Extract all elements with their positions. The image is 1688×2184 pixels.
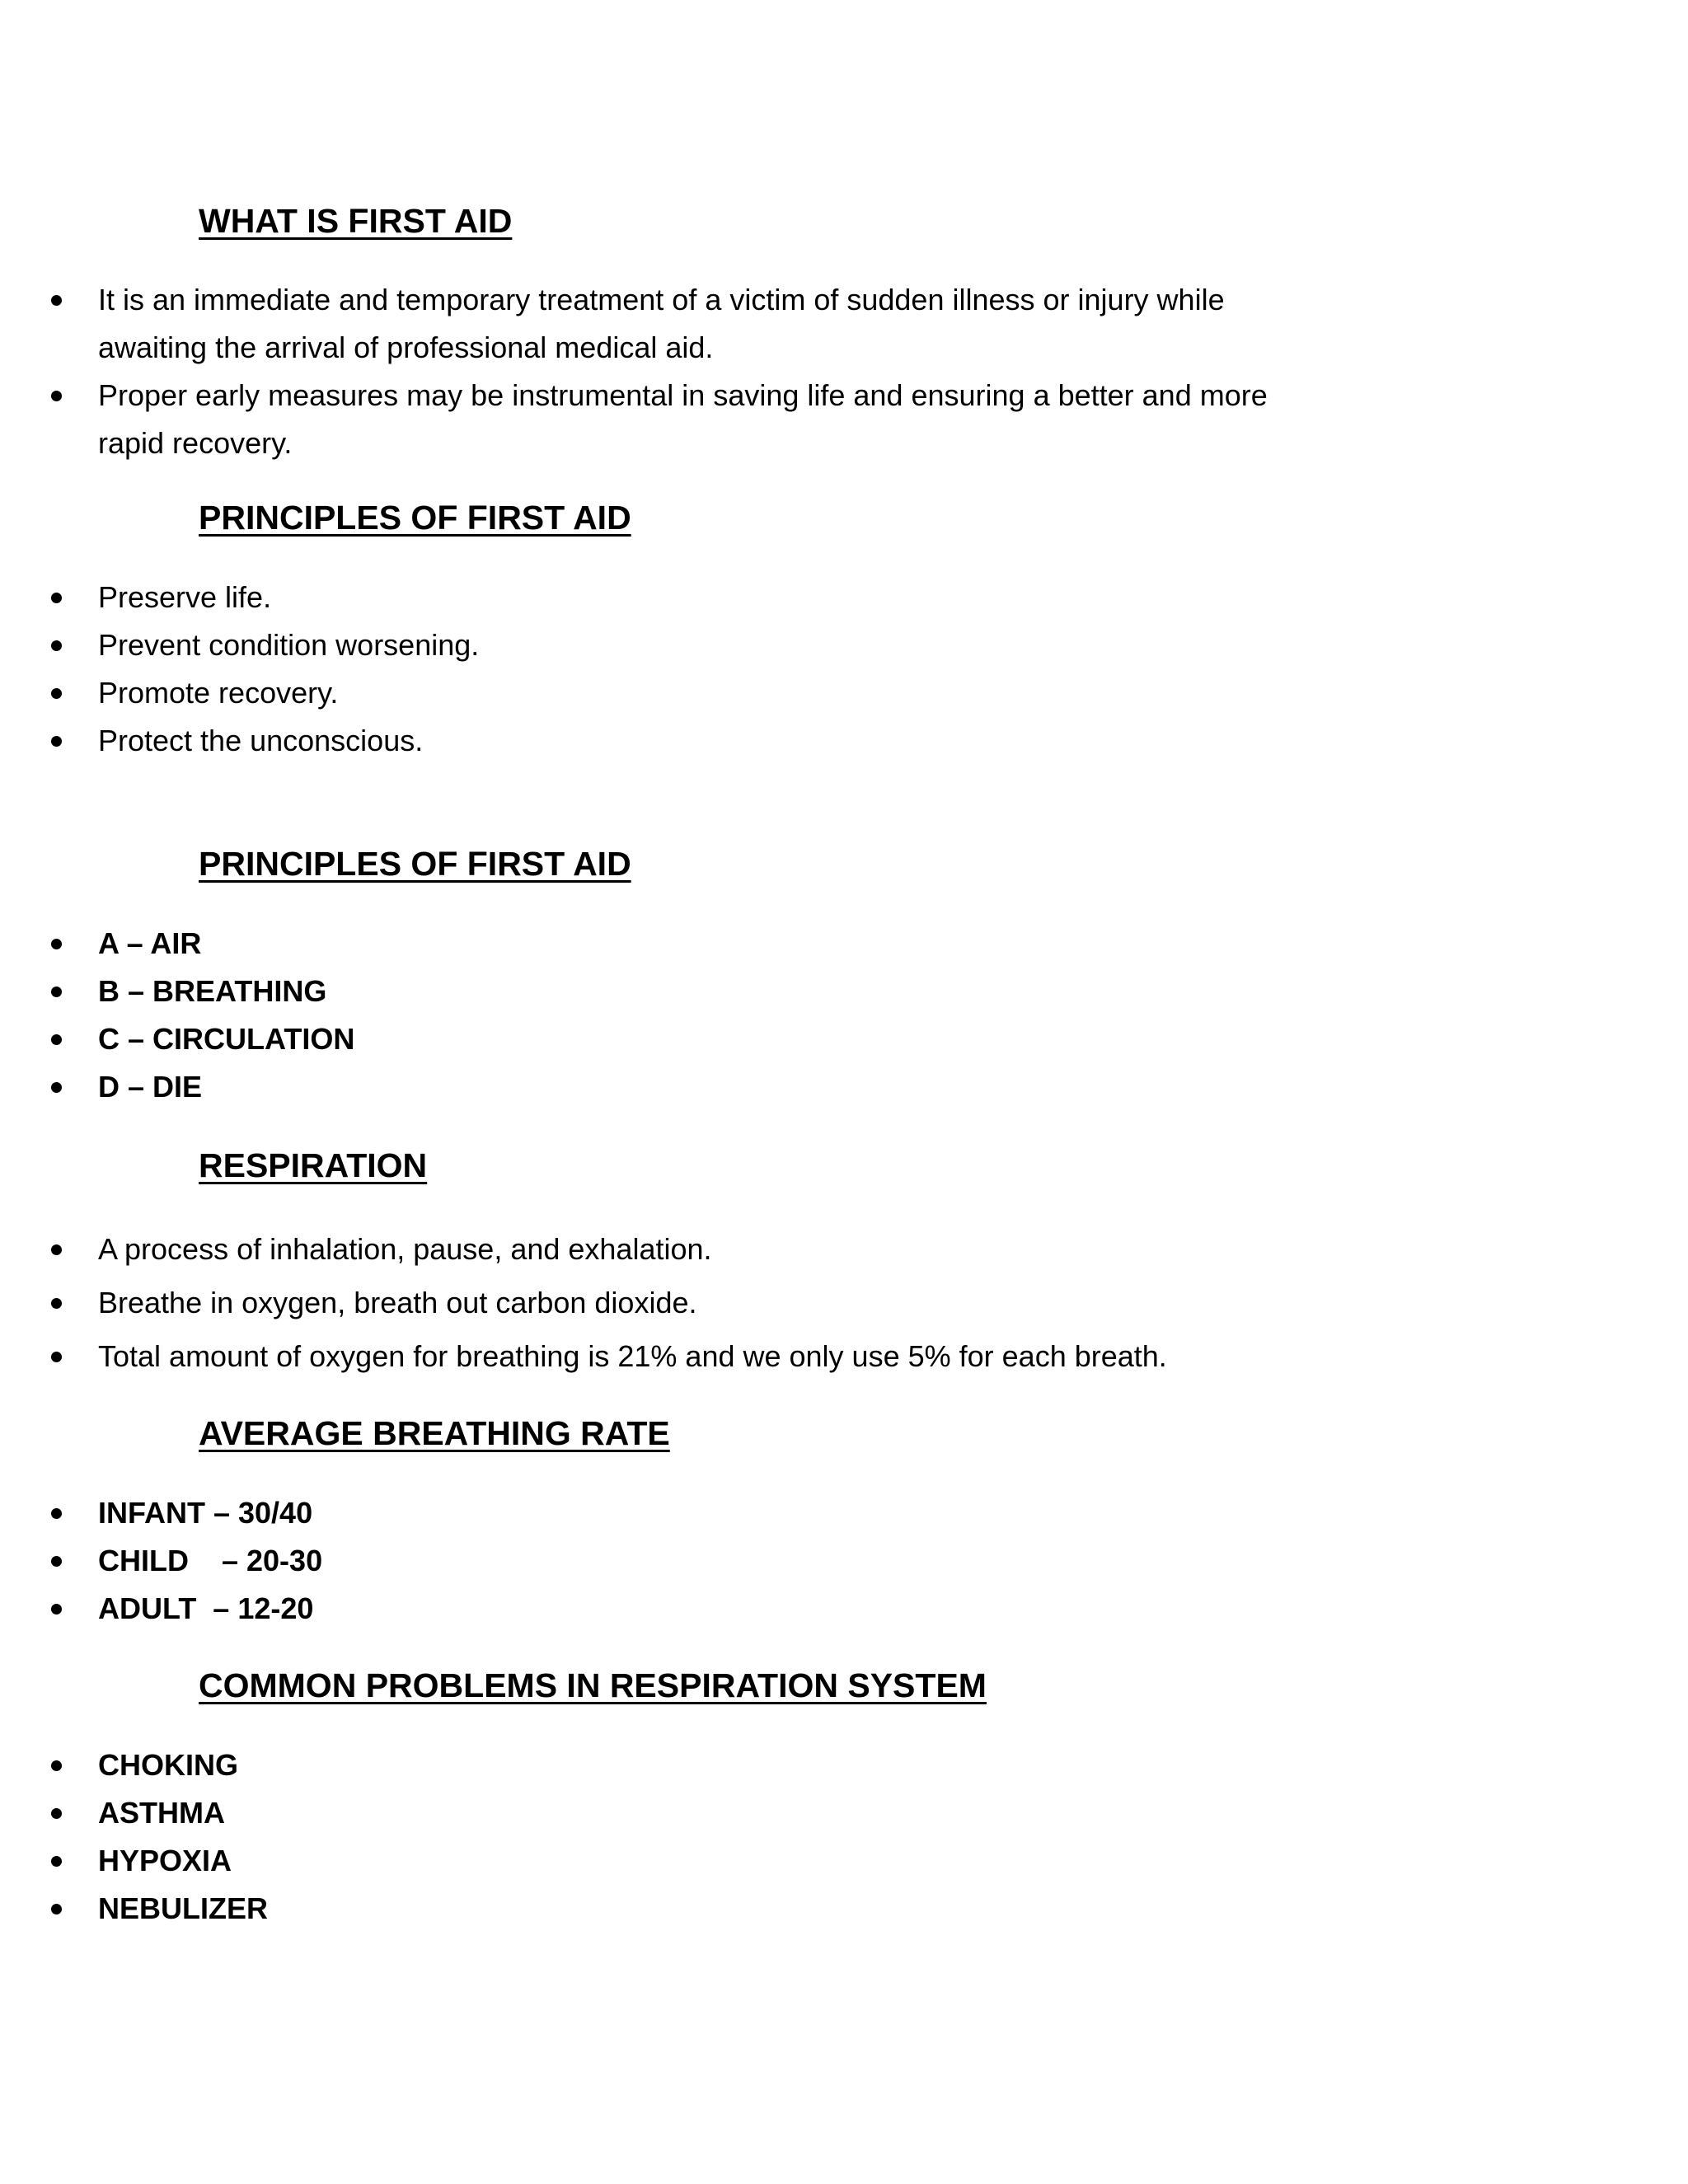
bullet-icon [51, 1556, 62, 1567]
list-item [0, 621, 1302, 669]
section-heading: WHAT IS FIRST AID [199, 202, 513, 240]
list-item [0, 1537, 1302, 1585]
bullet-icon [51, 1352, 62, 1362]
section-heading: PRINCIPLES OF FIRST AID [199, 845, 631, 883]
bullet-icon [51, 593, 62, 603]
bullet-icon [51, 688, 62, 699]
list-item-text: INFANT – 30/40 [98, 1496, 313, 1530]
bullet-icon [51, 987, 62, 997]
list-item [0, 1585, 1302, 1633]
list-principles [0, 574, 1302, 765]
list-item [0, 1837, 1302, 1885]
list-item-text: Protect the unconscious. [98, 724, 424, 757]
list-item [0, 920, 1302, 968]
list-item [0, 669, 1302, 717]
list-item-text: Prevent condition worsening. [98, 628, 480, 662]
bullet-icon [51, 640, 62, 651]
section-what-is-first-aid [199, 199, 1501, 242]
bullet-icon [51, 939, 62, 949]
list-item [0, 1489, 1302, 1537]
list-item-text: C – CIRCULATION [98, 1022, 355, 1056]
section-principles-abcd [199, 842, 1501, 885]
bullet-icon [51, 1298, 62, 1309]
list-item [0, 1333, 1302, 1380]
list-item [0, 1015, 1302, 1063]
list-item-text: CHILD – 20-30 [98, 1544, 323, 1577]
section-heading: COMMON PROBLEMS IN RESPIRATION SYSTEM [199, 1666, 987, 1704]
list-item [0, 1063, 1302, 1111]
list-item [0, 1885, 1302, 1933]
list-item [0, 1789, 1302, 1837]
list-item-text: NEBULIZER [98, 1891, 268, 1925]
bullet-icon [51, 1508, 62, 1519]
list-item [0, 276, 1302, 372]
list-item-text: B – BREATHING [98, 974, 327, 1008]
section-common-problems [199, 1664, 1501, 1707]
list-respiration [0, 1226, 1302, 1386]
list-item [0, 372, 1302, 467]
list-abcd [0, 920, 1302, 1111]
list-item-text: ADULT – 12-20 [98, 1591, 314, 1625]
list-item-text: Promote recovery. [98, 676, 339, 710]
bullet-icon [51, 1808, 62, 1819]
list-common-problems [0, 1741, 1302, 1933]
section-respiration [199, 1144, 1501, 1187]
bullet-icon [51, 1082, 62, 1093]
bullet-icon [51, 1034, 62, 1045]
list-item [0, 1279, 1302, 1327]
list-item [0, 968, 1302, 1015]
list-breathing-rate [0, 1489, 1302, 1633]
list-what-is-first-aid [0, 276, 1302, 467]
list-item [0, 574, 1302, 621]
list-item-text: It is an immediate and temporary treatment of a victim of sudden illness or injury while awaiting the arrival of professional medical aid. [98, 283, 1225, 364]
section-heading: PRINCIPLES OF FIRST AID [199, 499, 631, 537]
list-item-text: Total amount of oxygen for breathing is 21% and we only use 5% for each breath. [98, 1339, 1167, 1373]
section-heading: AVERAGE BREATHING RATE [199, 1414, 670, 1452]
list-item-text: A – AIR [98, 926, 202, 960]
list-item-text: CHOKING [98, 1748, 238, 1782]
bullet-icon [51, 1856, 62, 1867]
list-item [0, 1226, 1302, 1273]
bullet-icon [51, 736, 62, 747]
bullet-icon [51, 295, 62, 306]
list-item-text: HYPOXIA [98, 1844, 232, 1877]
list-item-text: Preserve life. [98, 580, 272, 614]
bullet-icon [51, 1760, 62, 1771]
bullet-icon [51, 391, 62, 401]
list-item-text: ASTHMA [98, 1796, 225, 1830]
list-item [0, 1741, 1302, 1789]
list-item [0, 717, 1302, 765]
bullet-icon [51, 1604, 62, 1615]
bullet-icon [51, 1244, 62, 1255]
list-item-text: D – DIE [98, 1070, 203, 1104]
list-item-text: Breathe in oxygen, breath out carbon dioxide. [98, 1286, 697, 1319]
list-item-text: A process of inhalation, pause, and exhalation. [98, 1232, 712, 1266]
bullet-icon [51, 1904, 62, 1915]
section-heading: RESPIRATION [199, 1146, 428, 1184]
list-item-text: Proper early measures may be instrumental in saving life and ensuring a better and more rapid recovery. [98, 378, 1268, 460]
section-principles-of-first-aid [199, 496, 1501, 539]
section-average-breathing-rate [199, 1412, 1501, 1455]
